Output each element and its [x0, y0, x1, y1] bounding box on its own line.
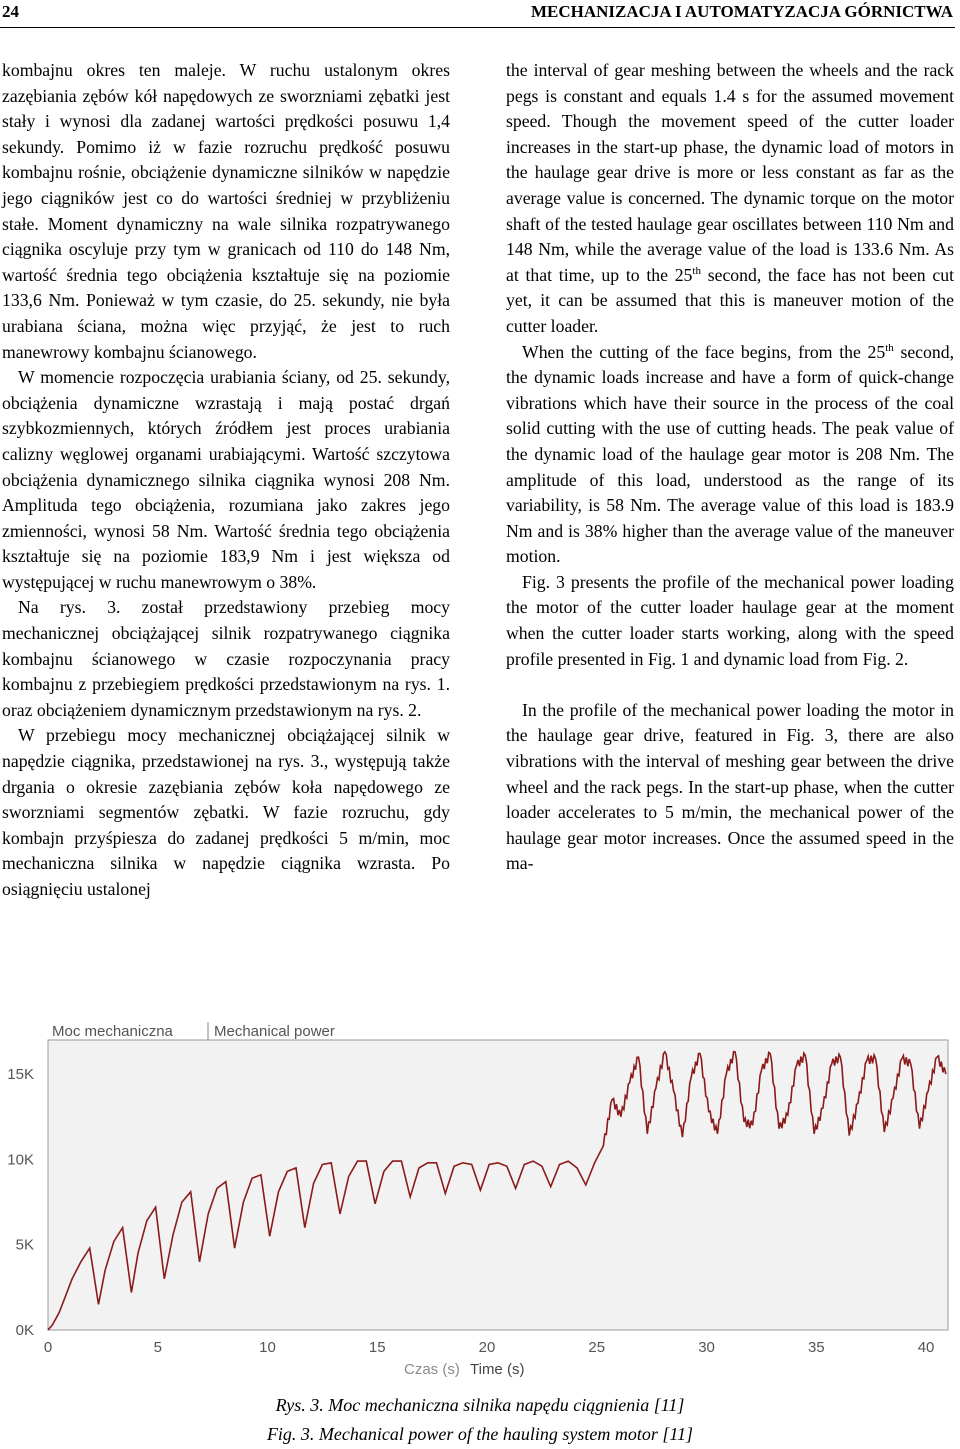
- figure-3: [0, 1010, 960, 1380]
- chart-legend: [52, 1022, 335, 1040]
- plot-background: [48, 1040, 948, 1330]
- y-tick-label: 0K: [15, 1322, 34, 1339]
- journal-title: MECHANIZACJA I AUTOMATYZACJA GÓRNICTWA: [530, 2, 953, 21]
- right-paragraph-3: Fig. 3 presents the profile of the mechanical power loading the motor of the cutter loader haulage gear at the moment when the cutter loader starts working, along with the speed profile presented in Fig. 1 and dynamic load from Fig. 2.: [506, 571, 954, 669]
- paragraph-gap: [506, 672, 954, 698]
- header-rule: [0, 27, 955, 28]
- legend-entry: Mechanical power: [214, 1023, 335, 1040]
- right-paragraph-2-text-a: When the cutting of the face begins, from the 25: [522, 341, 886, 362]
- x-tick-label: 10: [259, 1339, 276, 1356]
- y-tick-label: 5K: [15, 1236, 34, 1254]
- left-paragraph-1: kombajnu okres ten maleje. W ruchu ustalonym okres zazębiania zębów kół napędowych ze sworzniami zębatki jest stały i wynosi dla zadanej wartości prędkości posuwu 1,4 sekundy. Pomimo iż w fazie rozruchu prędkość posuwu kombajnu rośnie, obciążenie dynamiczne silników w napędzie jego ciągników jest co do wartości średniej w przybliżeniu stałe. Moment dynamiczny na wale silnika rozpatrywanego ciągnika oscyluje przy tym w granicach od 110 do 148 Nm, wartość średnia tego obciążenia kształtuje się na poziomie 133,6 Nm. Ponieważ w tym czasie, do 25. sekundy, nie była urabiana ściana, można więc przyjąć, że jest to ruch manewrowy kombajnu ścianowego.: [2, 60, 450, 362]
- left-paragraph-4: W przebiegu mocy mechanicznej obciążającej silnik w napędzie ciągnika, przedstawionej na rys. 3., występują także drgania o okresie zazębiania zębów koła napędowego ze sworzniami segmentów zębatki. W fazie rozruchu, gdy kombajn przyśpiesza do zadanej prędkości 5 m/min, moc mechaniczna silnika w napędzie ciągnika wzrasta. Po osiągnięciu ustalonej: [2, 725, 450, 899]
- right-paragraph-1-text-b: second, the face has not been cut yet, it can be assumed that this is maneuver motion of the cutter loader.: [506, 264, 954, 336]
- x-tick-label: 20: [478, 1339, 496, 1356]
- x-tick-label: 5: [153, 1339, 162, 1356]
- figure-caption-english: Fig. 3. Mechanical power of the hauling system motor [11]: [266, 1424, 694, 1444]
- x-tick-label: 15: [368, 1339, 386, 1356]
- x-tick-label: 40: [917, 1339, 935, 1356]
- x-axis-label-pl: Czas (s): [404, 1361, 460, 1378]
- x-tick-label: 0: [43, 1339, 53, 1356]
- legend-entry: Moc mechaniczna: [52, 1023, 173, 1040]
- right-paragraph-2: [506, 340, 954, 570]
- power-chart: [0, 1010, 960, 1380]
- right-column-english: [506, 58, 954, 877]
- right-paragraph-2-text-b: second, the dynamic loads increase and have a form of quick-change vibrations which have their source in the process of the coal solid cutting with the use of cutting heads. The peak value of the dynamic load of the haulage gear motor is 208 Nm. The amplitude of this load, understood as the range of its variability, is 58 Nm. The average value of this load is 183.9 Nm and is 38% higher than the average value of the maneuver motion.: [506, 341, 954, 567]
- x-axis-label-en: Time (s): [470, 1361, 525, 1378]
- figure-caption-polish: Rys. 3. Moc mechaniczna silnika napędu ciągnienia [11]: [275, 1395, 685, 1415]
- x-axis: [44, 1339, 935, 1356]
- right-paragraph-1: [506, 58, 954, 340]
- left-paragraph-3: Na rys. 3. został przedstawiony przebieg mocy mechanicznej obciążającej silnik rozpatrywanego ciągnika kombajnu ścianowego w czasie rozpoczynania pracy kombajnu z przebiegiem prędkości przedstawionym na rys. 1. oraz obciążeniem dynamicznym przedstawionym na rys. 2.: [2, 597, 450, 720]
- page-header: [0, 0, 960, 30]
- x-tick-label: 30: [698, 1339, 715, 1356]
- left-column-polish: [2, 58, 450, 903]
- y-axis: [7, 1066, 34, 1339]
- y-tick-label: 15K: [7, 1066, 34, 1084]
- x-tick-label: 25: [588, 1339, 606, 1356]
- ordinal-suffix: th: [692, 264, 701, 277]
- y-tick-label: 10K: [7, 1151, 34, 1169]
- ordinal-suffix: th: [885, 341, 894, 354]
- page-number: 24: [2, 2, 19, 21]
- right-paragraph-4: In the profile of the mechanical power loading the motor in the haulage gear drive, featured in Fig. 3, there are also vibrations with the interval of meshing gear between the drive wheel and the rack pegs. In the start-up phase, when the cutter loader accelerates to 5 m/min, the mechanical power of the haulage gear motor increases. Once the assumed speed in the ma-: [506, 699, 954, 874]
- right-paragraph-1-text-a: the interval of gear meshing between the wheels and the rack pegs is constant and equals 1.4 s for the assumed movement speed. Though the movement speed of the cutter loader increases in the start-up phase, the dynamic load of motors in the haulage gear drive is more or less constant as far as the average value is concerned. The dynamic torque on the motor shaft of the tested haulage gear oscillates between 110 Nm and 148 Nm, while the average value of the load is 133.6 Nm. As at that time, up to the 25: [506, 60, 954, 285]
- left-paragraph-2: W momencie rozpoczęcia urabiania ściany, od 25. sekundy, obciążenia dynamiczne wzrastają i mają postać drgań szybkozmiennych, których źródłem jest proces urabiania calizny węglowej organami urabiającymi. Wartość szczytowa obciążenia dynamicznego silnika ciągnika wynosi 208 Nm. Amplituda tego obciążenia, rozumiana jako zakres jego zmienności, wynosi 58 Nm. Wartość średnia tego obciążenia kształtuje się na poziomie 183,9 Nm i jest większa od występującej w ruchu manewrowym o 38%.: [2, 367, 450, 592]
- x-tick-label: 35: [807, 1339, 825, 1356]
